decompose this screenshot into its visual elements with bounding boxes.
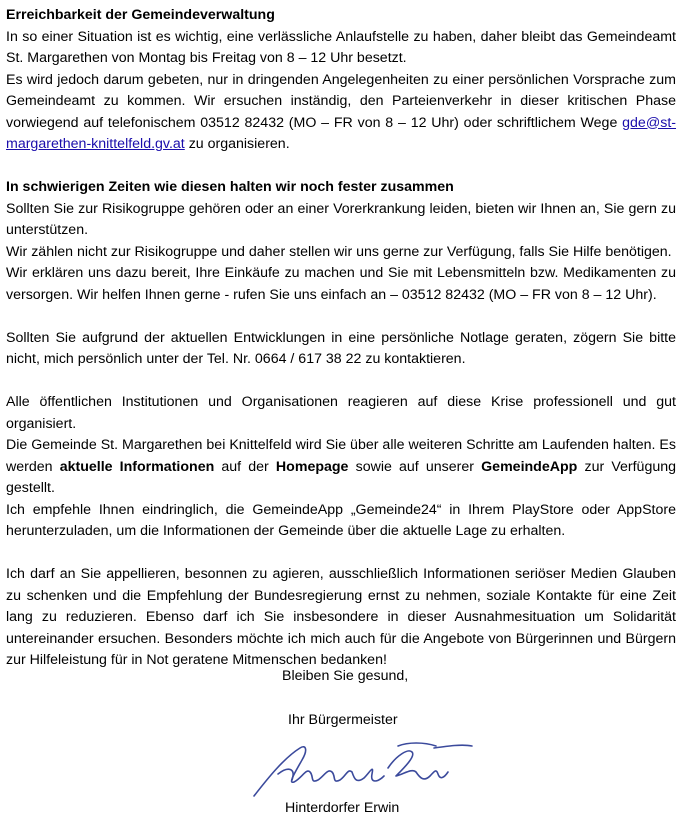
mayor-title: Ihr Bürgermeister xyxy=(288,712,398,728)
paragraph-offer-help: Wir zählen nicht zur Risikogruppe und daher stellen wir uns gerne zur Verfügung, falls Sie Hilfe benötigen. xyxy=(6,243,672,260)
paragraph-institutions: Alle öffentlichen Institutionen und Organisationen reagieren auf diese Krise professionell und gut organisiert. xyxy=(6,394,676,432)
letter-body xyxy=(6,5,676,672)
spacer xyxy=(6,543,676,565)
signature-stroke-3 xyxy=(388,751,448,779)
paragraph-risk-group: Sollten Sie zur Risikogruppe gehören oder an einer Vorerkrankung leiden, bieten wir Ihnen an, Sie gern zu unterstützen. xyxy=(6,200,676,238)
mayor-name: Hinterdorfer Erwin xyxy=(285,800,400,816)
closing-greeting: Bleiben Sie gesund, xyxy=(282,668,409,684)
info-text-c: auf der xyxy=(214,458,276,475)
signature-stroke-4 xyxy=(398,743,436,746)
info-bold-current-info: aktuelle Informationen xyxy=(59,458,215,475)
info-text-e: zur Verfügung gestellt. xyxy=(6,458,677,496)
info-bold-gemeindeapp: GemeindeApp xyxy=(481,458,578,475)
section-heading-solidarity: In schwierigen Zeiten wie diesen halten wir noch fester zusammen xyxy=(6,179,454,195)
paragraph-app-recommendation: Ich empfehle Ihnen eindringlich, die GemeindeApp „Gemeinde24“ in Ihrem PlayStore oder AppStore herunterzuladen, um die Informationen der Gemeinde über die aktuelle Lage zu erhalten. xyxy=(6,501,676,539)
info-text-d: sowie auf unserer xyxy=(348,458,482,475)
signature-image xyxy=(248,738,476,802)
signature-stroke-2 xyxy=(278,769,293,780)
spacer xyxy=(6,306,676,328)
spacer xyxy=(6,371,676,393)
info-bold-homepage: Homepage xyxy=(275,458,349,475)
signature-stroke-5 xyxy=(434,745,472,748)
paragraph-information-channels xyxy=(6,435,676,500)
contact-text-before-email: Es wird jedoch darum gebeten, nur in dringenden Angelegenheiten zu einer persönlichen Vorsprache zum Gemeindeamt zu kommen. Wir ersuchen inständig, den Parteienverkehr in dieser kritischen Phase vorwiegend auf telefonischem 03512 82432 (MO – FR von 8 – 12 Uhr) oder schriftlichem Wege xyxy=(6,71,676,131)
paragraph-shopping-help: Wir erklären uns dazu bereit, Ihre Einkäufe zu machen und Sie mit Lebensmitteln bzw. Medikamenten zu versorgen. Wir helfen Ihnen gerne - rufen Sie uns einfach an – 03512 82432 (MO – FR von 8 – 12 Uhr). xyxy=(6,265,676,303)
paragraph-office-hours: In so einer Situation ist es wichtig, eine verlässliche Anlaufstelle zu haben, daher bleibt das Gemeindeamt St. Margarethen von Montag bis Freitag von 8 – 12 Uhr besetzt. xyxy=(6,28,676,66)
info-text-a: Die Gemeinde St. Margarethen bei Knittelfeld wird Sie über alle weiteren Schritte am Laufenden halten. Es werden xyxy=(6,437,676,475)
section-heading-reachability: Erreichbarkeit der Gemeindeverwaltung xyxy=(6,7,275,23)
spacer xyxy=(6,156,676,178)
paragraph-contact-request xyxy=(6,70,676,156)
paragraph-appeal: Ich darf an Sie appellieren, besonnen zu agieren, ausschließlich Informationen seriöser Medien Glauben zu schenken und die Empfehlung der Bundesregierung ernst zu nehmen, soziale Kontakte für eine Zeit lang zu reduzieren. Ebenso darf ich Sie insbesondere in dieser Ausnahmesituation um Solidarität untereinander ersuchen. Besonders möchte ich mich auch für die Angebote von Bürgerinnen und Bürgern zur Hilfeleistung für in Not geratene Mitmenschen bedanken! xyxy=(6,566,676,668)
email-link[interactable]: gde@st-margarethen-knittelfeld.gv.at xyxy=(6,114,676,152)
paragraph-personal-contact: Sollten Sie aufgrund der aktuellen Entwicklungen in eine persönliche Notlage geraten, zögern Sie bitte nicht, mich persönlich unter der Tel. Nr. 0664 / 617 38 22 zu kontaktieren. xyxy=(6,329,676,367)
signature-stroke-1 xyxy=(254,747,384,796)
contact-text-after-email: zu organisieren. xyxy=(184,136,290,152)
